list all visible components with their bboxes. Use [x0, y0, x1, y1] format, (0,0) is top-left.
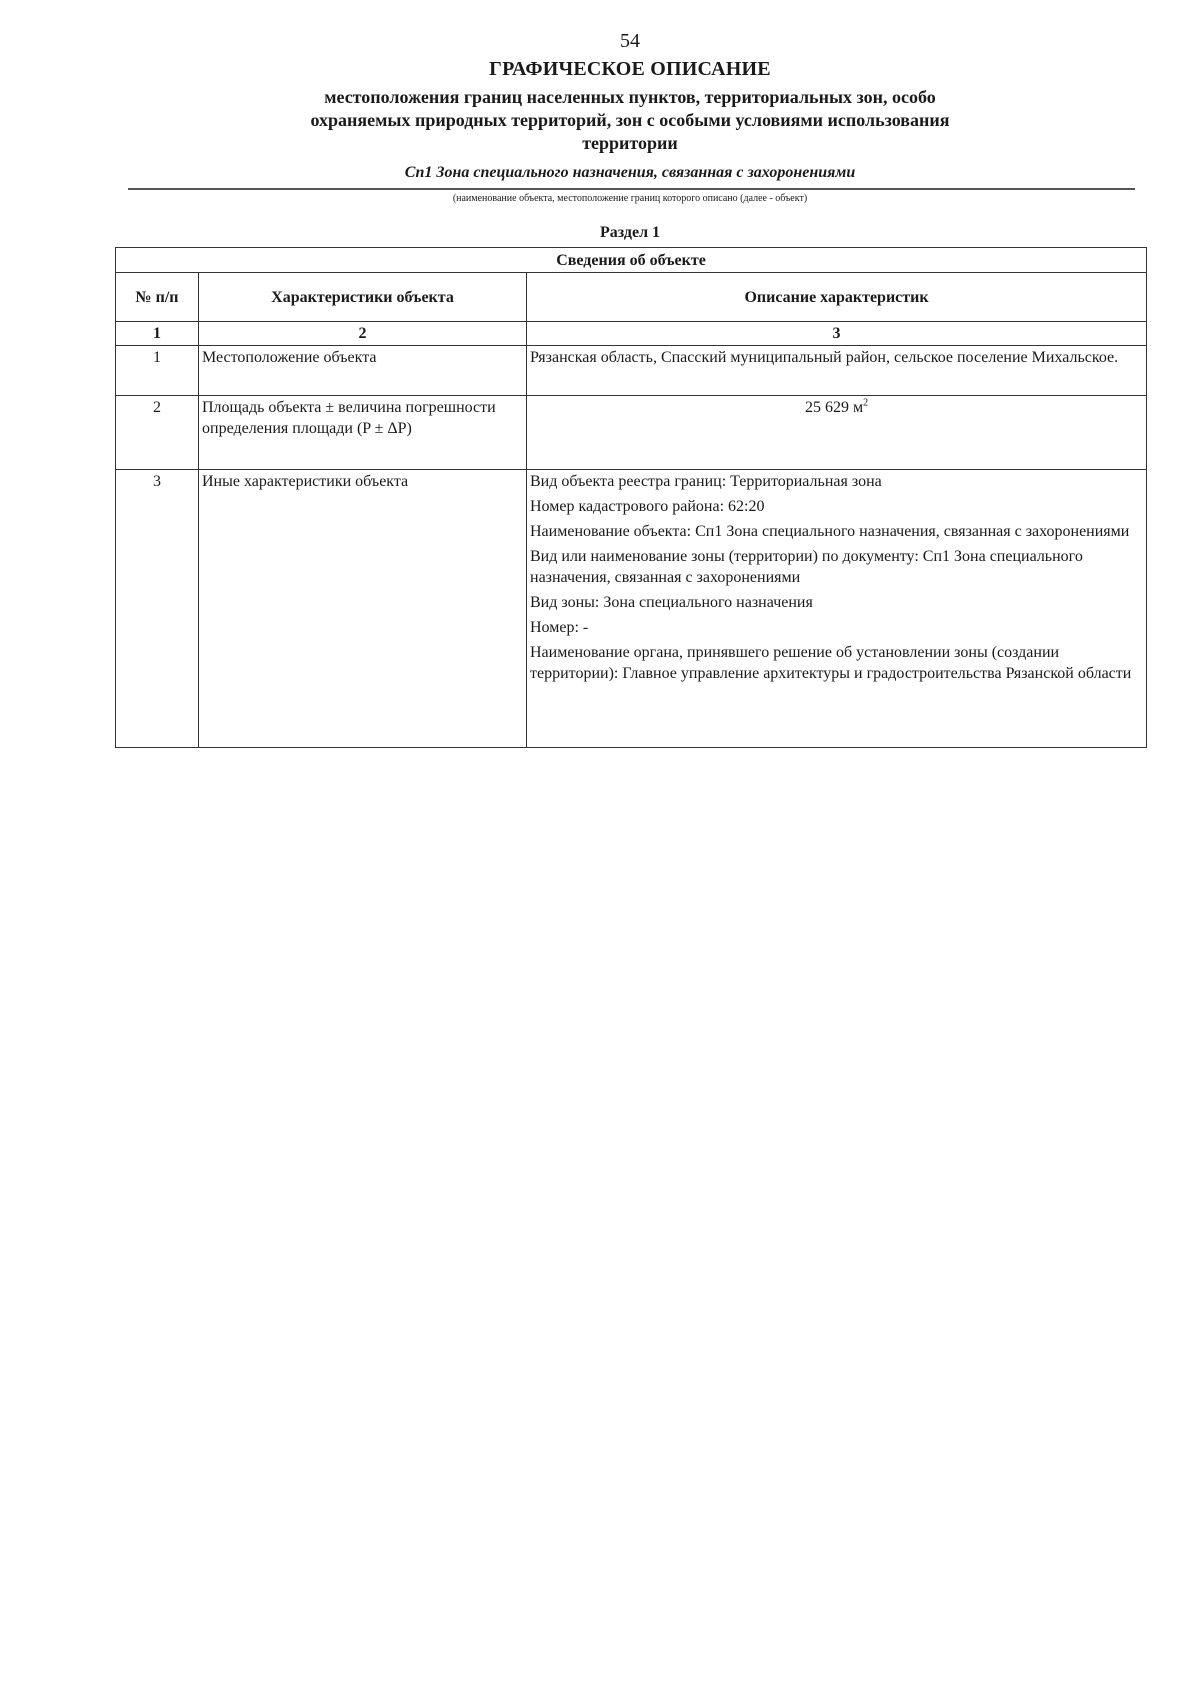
detail-zone-document-name: Вид или наименование зоны (территории) по документу: Сп1 Зона специального назначения, связанная с захоронениями [530, 548, 1083, 586]
row-characteristic: Местоположение объекта [199, 346, 527, 396]
document-title: ГРАФИЧЕСКОЕ ОПИСАНИЕ [489, 58, 771, 80]
detail-number: Номер: - [530, 619, 589, 636]
header-characteristics: Характеристики объекта [199, 273, 527, 322]
row-number: 3 [116, 470, 199, 748]
detail-cadastral-district: Номер кадастрового района: 62:20 [530, 498, 765, 515]
header-description: Описание характеристик [527, 273, 1147, 322]
detail-zone-type: Вид зоны: Зона специального назначения [530, 594, 813, 611]
area-value [527, 396, 1147, 470]
document-subtitle: местоположения границ населенных пунктов, территориальных зон, особо охраняемых природных территорий, зон с особыми условиями использования территории [310, 87, 950, 153]
column-number-2: 2 [199, 322, 527, 346]
area-unit-power: 2 [863, 397, 869, 409]
object-caption: (наименование объекта, местоположение границ которого описано (далее - объект) [452, 193, 808, 204]
detail-object-name: Наименование объекта: Сп1 Зона специального назначения, связанная с захоронениями [530, 523, 1130, 540]
table-row [116, 346, 1147, 396]
row-number: 1 [116, 346, 199, 396]
row-characteristic: Площадь объекта ± величина погрешности определения площади (P ± ΔP) [199, 396, 527, 470]
table-caption: Сведения об объекте [116, 248, 1147, 273]
row-description: Рязанская область, Спасский муниципальный район, сельское поселение Михальское. [527, 346, 1147, 396]
area-number: 25 629 м [804, 399, 864, 416]
detail-boundary-type: Вид объекта реестра границ: Территориальная зона [530, 473, 882, 490]
row-number: 2 [116, 396, 199, 470]
header-num: № п/п [116, 273, 199, 322]
object-underline [128, 188, 1135, 190]
section-title: Раздел 1 [599, 224, 661, 241]
column-number-3: 3 [527, 322, 1147, 346]
row-characteristic: Иные характеристики объекта [199, 470, 527, 748]
table-row [116, 396, 1147, 470]
row-details [527, 470, 1147, 748]
detail-authority: Наименование органа, принявшего решение об установлении зоны (создании территории): Главное управление архитектуры и градостроительства Рязанской области [530, 644, 1132, 682]
object-info-table [115, 247, 1147, 748]
table-row [116, 470, 1147, 748]
object-name: Сп1 Зона специального назначения, связанная с захоронениями [404, 164, 856, 181]
column-number-1: 1 [116, 322, 199, 346]
page-number: 54 [620, 30, 640, 52]
